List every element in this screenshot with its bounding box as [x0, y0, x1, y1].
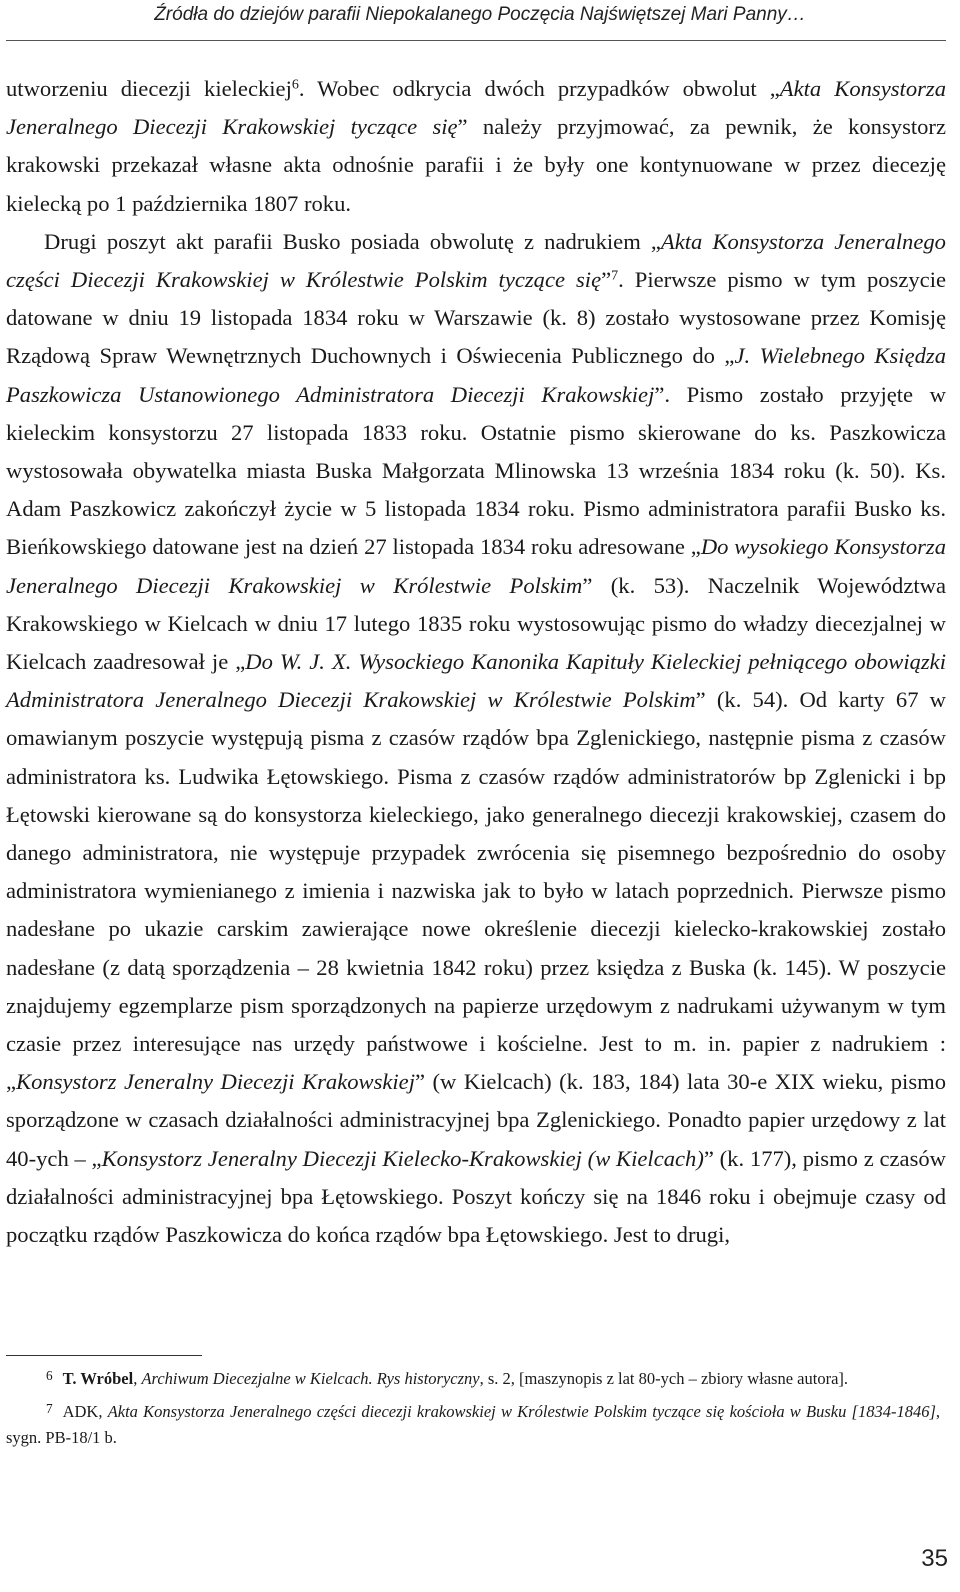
p2-text-7: ” (w Kielcach) (k. 183, 184) lata 30-e XIX wieku, pismo sporządzone w czasach działalności administracyjnej bpa Zglenickiego. Ponadto papier urzędowy z lat 40-ych – „ [6, 1069, 946, 1171]
main-text [6, 70, 946, 1254]
footnote-7-title: Akta Konsystorza Jeneralnego części diecezji krakowskiej w Królestwie Polskim tyczące się kościoła w Busku [1834-1846] [107, 1401, 936, 1421]
p2-text-3: . Pierwsze pismo w tym poszycie datowane w dniu 19 listopada 1834 roku w Warszawie (k. 8) zostało wystosowane przez Komisję Rządową Spraw Wewnętrznych Duchownych i Oświecenia Publicznego do „ [6, 267, 946, 369]
page-number: 35 [921, 1545, 948, 1572]
p2-italic-4: Do W. J. X. Wysockiego Kanonika Kapituły Kieleckiej pełniącego obowiązki Administratora Jeneralnego Diecezji Krakowskiej w Królestwie Polskim [6, 649, 946, 713]
footnote-6-title: Archiwum Diecezjalne w Kielcach. Rys historyczny [141, 1368, 480, 1388]
paragraph-1 [6, 70, 946, 223]
p1-text-2: . Wobec odkrycia dwóch przypadków obwolut „ [298, 76, 780, 101]
p2-italic-3: Do wysokiego Konsystorza Jeneralnego Diecezji Krakowskiej w Królestwie Polskim [6, 534, 946, 598]
footnote-ref-6[interactable]: 6 [291, 77, 299, 93]
p2-italic-1: Akta Konsystorza Jeneralnego części Diecezji Krakowskiej w Królestwie Polskim tyczące się [6, 228, 946, 293]
p2-italic-5: Konsystorz Jeneralny Diecezji Krakowskiej [16, 1069, 415, 1095]
footnote-divider [6, 1355, 202, 1356]
running-header: Źródła do dziejów parafii Niepokalanego Poczęcia Najświętszej Mari Panny… [154, 4, 806, 25]
footnote-6-author: T. Wróbel [62, 1368, 134, 1388]
footnote-ref-7[interactable]: 7 [611, 268, 619, 284]
footnote-6 [6, 1363, 940, 1392]
p2-text-5: ” (k. 53). Naczelnik Województwa Krakowskiego w Kielcach w dniu 17 lutego 1835 roku wystosowując pismo do władzy diecezjalnej w Kielcach zaadresował je „ [6, 572, 946, 675]
p2-italic-2: J. Wielebnego Księdza Paszkowicza Ustanowionego Administratora Diecezji Krakowskiej [6, 343, 946, 407]
p1-italic-1: Akta Konsystorza Jeneralnego Diecezji Krakowskiej tyczące się [6, 76, 946, 140]
footnote-7 [6, 1396, 940, 1451]
footnote-6-sep: , [133, 1368, 142, 1388]
p1-text-3: ” należy przyjmować, za pewnik, że konsystorz krakowski przekazał własne akta odnośnie parafii i że były one kontynuowane w przez diecezję kielecką po 1 października 1807 roku. [6, 114, 946, 216]
footnotes [6, 1363, 940, 1455]
footnote-6-number: 6 [46, 1368, 53, 1383]
p2-text-6: ” (k. 54). Od karty 67 w omawianym poszycie występują pisma z czasów rządów bpa Zglenickiego, następnie pisma z czasów administratora ks. Ludwika Łętowskiego. Pisma z czasów rządów administratorów bp Zglenicki i bp Łętowski kierowane są do konsystorza kieleckiego, jako generalnego diecezji krakowskiej, czasem do danego administratora, nie występuje przypadek zwrócenia się pisemnego bezpośrednio do osoby administratora wymienianego z imienia i nazwiska jak to było w latach poprzednich. Pierwsze pismo nadesłane po ukazie carskim zawierające nowe określenie diecezji kielecko-krakowskiej zostało nadesłane (z datą sporządzenia – 28 kwietnia 1842 roku) przez księdza z Buska (k. 145). W poszycie znajdujemy egzemplarze pism sporządzonych na papierze urzędowym z nadrukami używanym w tym czasie przez interesujące nas urzędy państwowe i kościelne. Jest to m. in. papier z nadrukiem : „ [6, 687, 946, 1095]
p1-text-1: utworzeniu diecezji kieleckiej [6, 76, 292, 101]
paragraph-2 [6, 223, 946, 1254]
p2-text-4: ”. Pismo zostało przyjęte w kieleckim konsystorzu 27 listopada 1833 roku. Ostatnie pismo skierowane do ks. Paszkowicza wystosowała obywatelka miasta Buska Małgorzata Mlinowska 13 września 1834 roku (k. 50). Ks. Adam Paszkowicz zakończył życie w 5 listopada 1834 roku. Pismo administratora parafii Busko ks. Bieńkowskiego datowane jest na dzień 27 listopada 1834 roku adresowane „ [6, 381, 946, 560]
footnote-7-rest: , sygn. PB-18/1 b. [6, 1401, 940, 1447]
header-divider [6, 40, 946, 41]
footnote-6-rest: , s. 2, [maszynopis z lat 80-ych – zbiory własne autora]. [479, 1368, 849, 1388]
p2-text-8: ” (k. 177), pismo z czasów działalności administracyjnej bpa Łętowskiego. Poszyt kończy się na 1846 roku i obejmuje czasy od początku rządów Paszkowicza do końca rządów bpa Łętowskiego. Jest to drugi, [6, 1145, 946, 1248]
p2-text-2: ” [601, 267, 612, 293]
footnote-7-number: 7 [46, 1400, 53, 1416]
footnote-7-prefix: ADK, [62, 1401, 108, 1421]
p2-text-1: Drugi poszyt akt parafii Busko posiada obwolutę z nadrukiem „ [44, 228, 661, 254]
p2-italic-6: Konsystorz Jeneralny Diecezji Kielecko-Krakowskiej (w Kielcach) [101, 1145, 704, 1171]
